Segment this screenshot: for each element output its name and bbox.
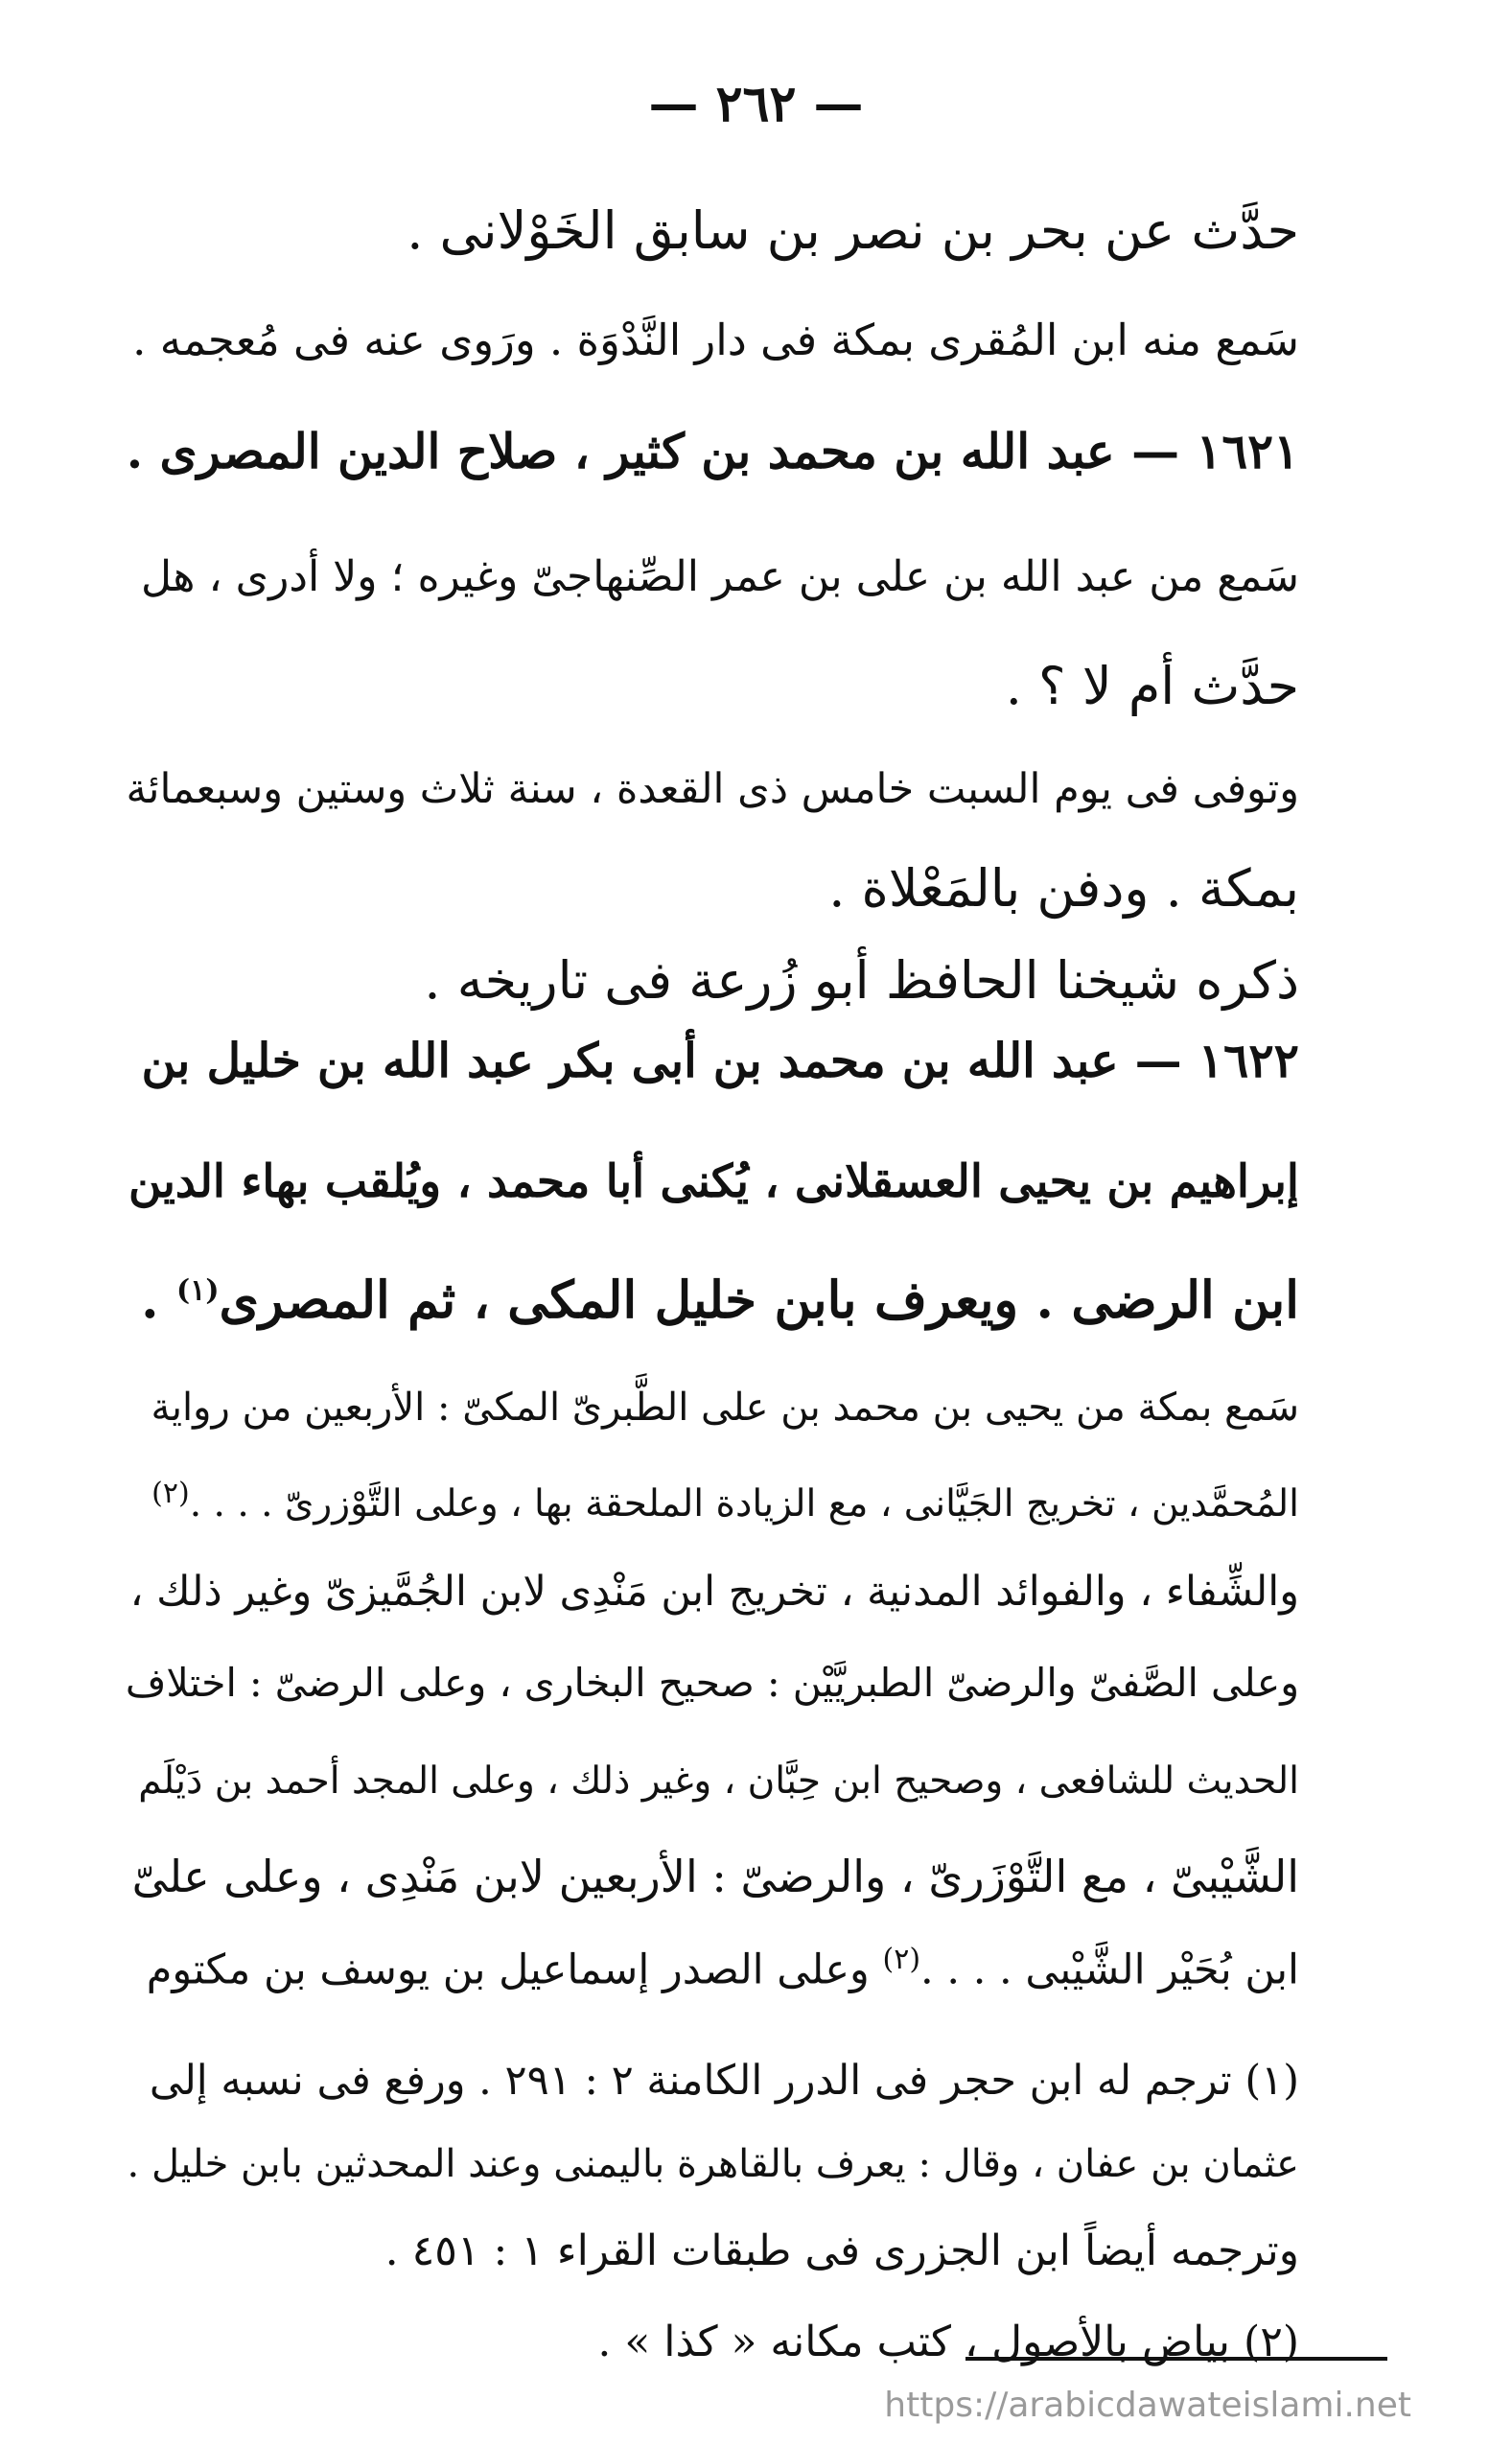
text-line: حدَّث عن بحر بن نصر بن سابق الخَوْلانى . bbox=[407, 200, 1299, 261]
footnote-line: عثمان بن عفان ، وقال : يعرف بالقاهرة باليمنى وعند المحدثين بابن خليل . bbox=[127, 2142, 1299, 2186]
text-line bbox=[151, 1476, 1299, 1528]
text-line: بمكة . ودفن بالمَعْلاة . bbox=[828, 858, 1299, 919]
text-segment: وعلى الصدر إسماعيل بن يوسف بن مكتوم bbox=[146, 1945, 870, 1994]
watermark-url: https://arabicdawateislami.net bbox=[884, 2386, 1411, 2425]
footnote-line: وترجمه أيضاً ابن الجزرى فى طبقات القراء ١ : ٤٥١ . bbox=[384, 2226, 1299, 2275]
entry-title: ١٦٢١ — عبد الله بن محمد بن كثير ، صلاح الدين المصرى . bbox=[126, 423, 1299, 479]
text-line: وتوفى فى يوم السبت خامس ذى القعدة ، سنة ثلاث وستين وسبعمائة bbox=[126, 765, 1299, 813]
footnote-marker: (٢) bbox=[151, 1477, 190, 1510]
entry-title: ١٦٢٢ — عبد الله بن محمد بن أبى بكر عبد الله بن خليل بن bbox=[141, 1033, 1299, 1088]
entry-title-continued: إبراهيم بن يحيى العسقلانى ، يُكنى أبا محمد ، ويُلقب بهاء الدين bbox=[128, 1155, 1299, 1208]
page-number: — ٢٦٢ — bbox=[648, 75, 864, 133]
footnote-line: (٢) بياض بالأصول ، كتب مكانه « كذا » . bbox=[597, 2318, 1299, 2366]
text-line: الحديث للشافعى ، وصحيح ابن حِبَّان ، وغير ذلك ، وعلى المجد أحمد بن دَيْلَم bbox=[138, 1759, 1299, 1803]
text-line: والشِّفاء ، والفوائد المدنية ، تخريج ابن مَنْدِى لابن الجُمَّيزىّ وغير ذلك ، bbox=[129, 1568, 1299, 1616]
text-line: وعلى الصَّفىّ والرضىّ الطبريَّيْن : صحيح البخارى ، وعلى الرضىّ : اختلاف bbox=[125, 1660, 1299, 1706]
text-line bbox=[147, 1942, 1299, 1996]
text-line: ذكره شيخنا الحافظ أبو زُرعة فى تاريخه . bbox=[424, 950, 1299, 1011]
text-line: الشَّيْبىّ ، مع التَّوْزَرىّ ، والرضىّ : الأربعين لابن مَنْدِى ، وعلى علىّ bbox=[131, 1851, 1299, 1902]
text-line: سَمع من عبد الله بن على بن عمر الصِّنهاجىّ وغيره ؛ ولا أدرى ، هل bbox=[140, 552, 1299, 601]
footnote-line: (١) ترجم له ابن حجر فى الدرر الكامنة ٢ : ٢٩١ . ورفع فى نسبه إلى bbox=[149, 2057, 1299, 2105]
text-segment: المُحمَّدين ، تخريج الجَيَّانى ، مع الزيادة الملحقة بها ، وعلى التَّوْزرىّ . . . . bbox=[189, 1482, 1299, 1526]
entry-title-tail: ابن الرضى . ويعرف بابن خليل المكى ، ثم المصرى bbox=[219, 1270, 1299, 1330]
text-line: سَمع منه ابن المُقرى بمكة فى دار النَّدْوَة . ورَوى عنه فى مُعجمه . bbox=[132, 314, 1299, 365]
entry-title-continued: ابن الرضى . ويعرف بابن خليل المكى ، ثم المصرى$^{(١)}$ . bbox=[141, 1270, 1299, 1330]
footnote-marker: (١) bbox=[176, 1273, 220, 1308]
text-segment: ابن بُحَيْر الشَّيْبى . . . . bbox=[920, 1945, 1299, 1994]
text-line: حدَّث أم لا ؟ . bbox=[1005, 656, 1299, 716]
text-line: سَمع بمكة من يحيى بن محمد بن على الطَّبرىّ المكىّ : الأربعين من رواية bbox=[151, 1386, 1299, 1430]
footnote-marker: (٢) bbox=[882, 1943, 921, 1976]
